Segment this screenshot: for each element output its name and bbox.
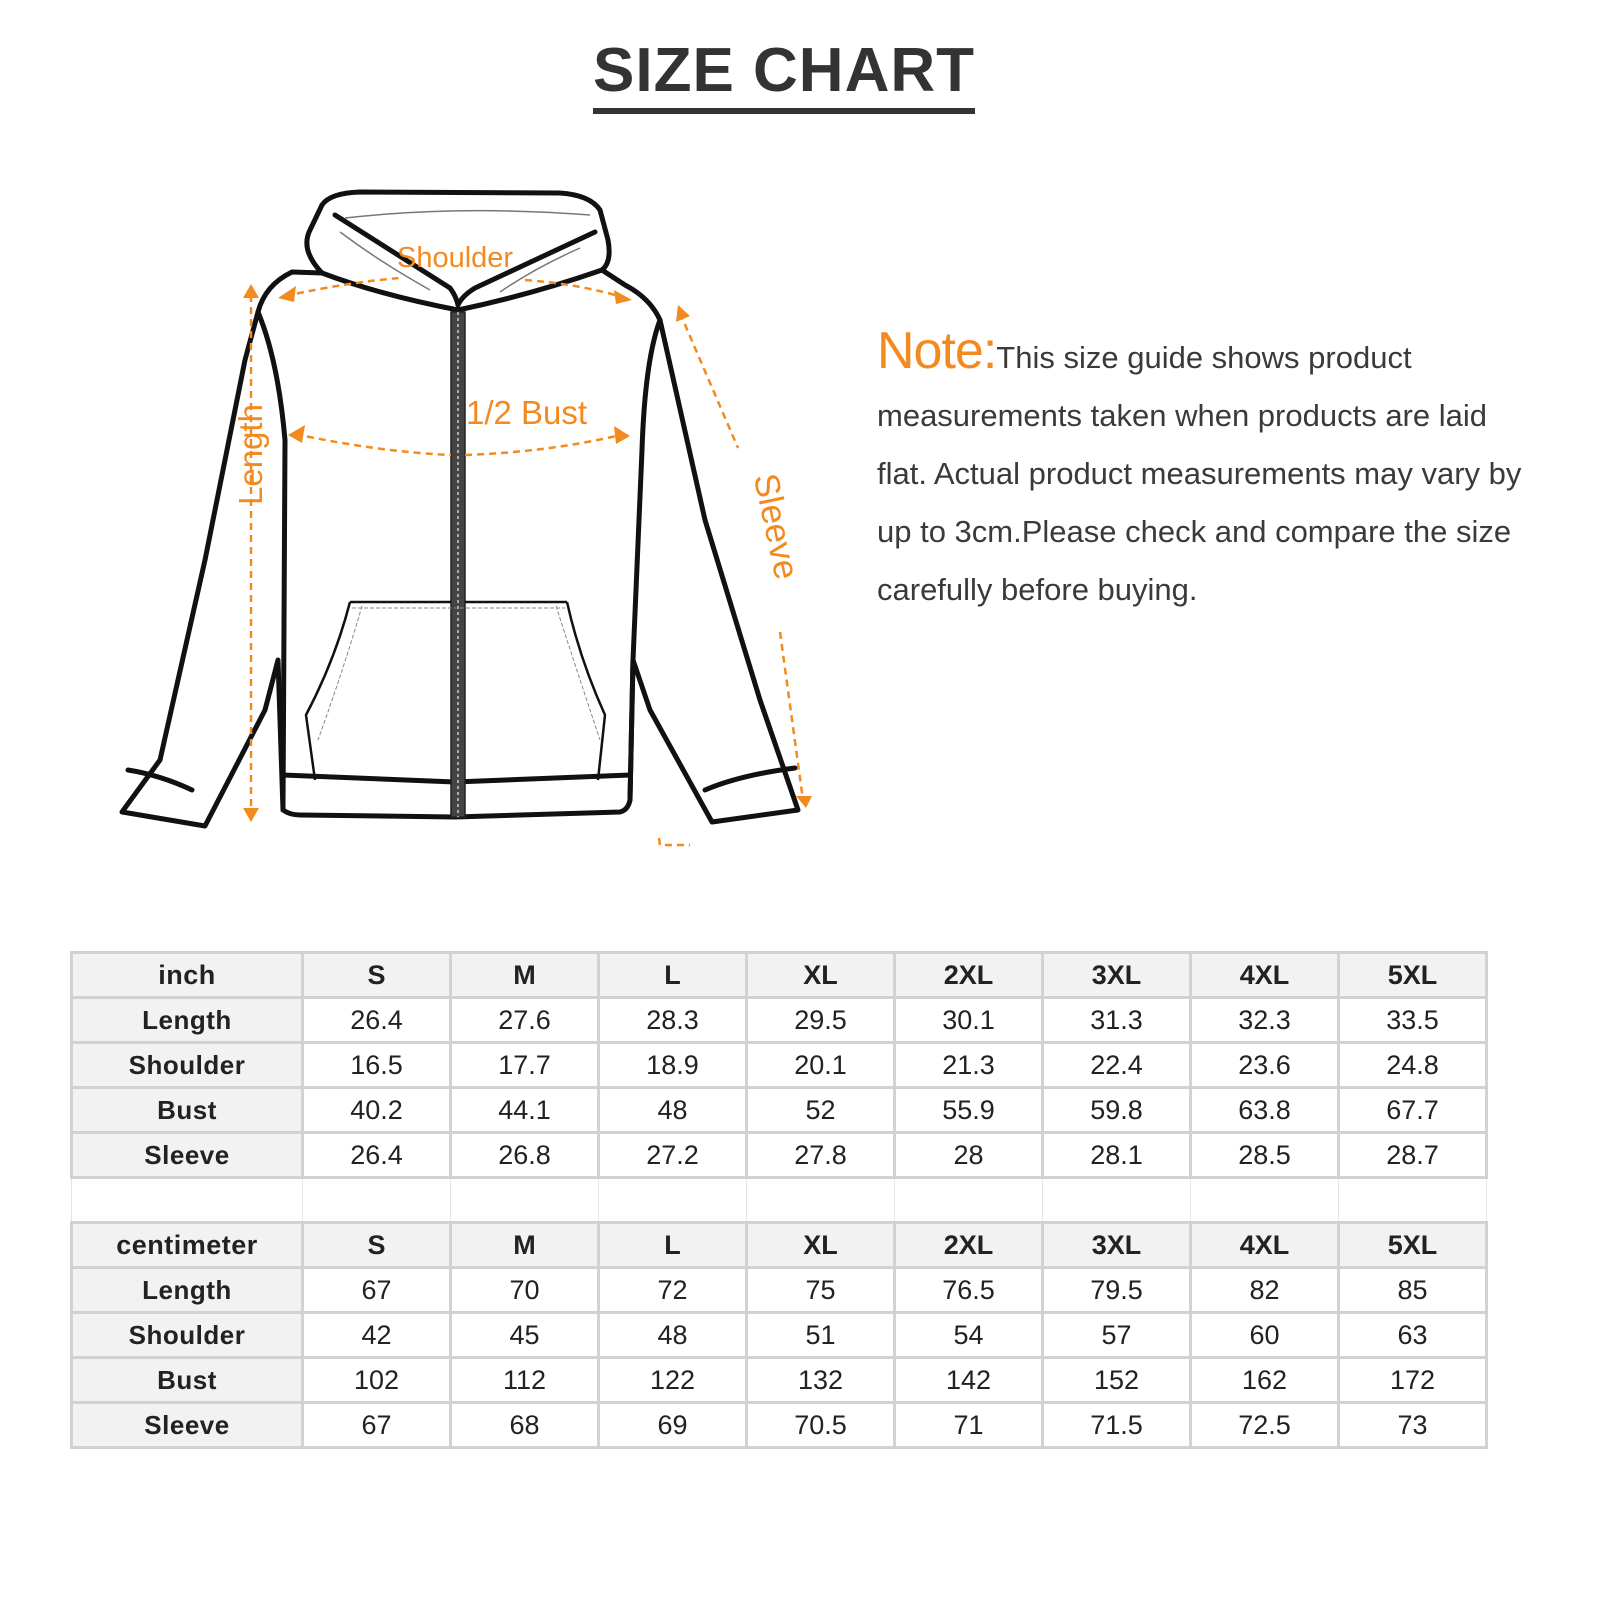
table-cell: 54	[895, 1313, 1043, 1358]
table-cell: 71	[895, 1403, 1043, 1448]
spacer-cell	[1043, 1178, 1191, 1223]
table-cell: 44.1	[451, 1088, 599, 1133]
table-row	[72, 1133, 1487, 1178]
table-row	[72, 1313, 1487, 1358]
spacer-cell	[747, 1178, 895, 1223]
spacer-cell	[1339, 1178, 1487, 1223]
table-cell: 21.3	[895, 1043, 1043, 1088]
table-cell: 33.5	[1339, 998, 1487, 1043]
table-cell: 27.6	[451, 998, 599, 1043]
table-cell: 22.4	[1043, 1043, 1191, 1088]
table-cell: 48	[599, 1088, 747, 1133]
size-header: 2XL	[895, 953, 1043, 998]
spacer-cell	[451, 1178, 599, 1223]
hoodie-drawing-icon	[100, 180, 840, 860]
unit-label-inch: inch	[72, 953, 303, 998]
unit-label-centimeter: centimeter	[72, 1223, 303, 1268]
table-cell: 42	[303, 1313, 451, 1358]
table-cell: 28	[895, 1133, 1043, 1178]
table-cell: 45	[451, 1313, 599, 1358]
row-label: Shoulder	[72, 1043, 303, 1088]
table-cell: 60	[1191, 1313, 1339, 1358]
table-row	[72, 1268, 1487, 1313]
table-cell: 27.2	[599, 1133, 747, 1178]
table-cell: 18.9	[599, 1043, 747, 1088]
table-cell: 142	[895, 1358, 1043, 1403]
table-cell: 59.8	[1043, 1088, 1191, 1133]
table-cell: 63	[1339, 1313, 1487, 1358]
table-cell: 132	[747, 1358, 895, 1403]
size-header: 3XL	[1043, 1223, 1191, 1268]
size-header: 4XL	[1191, 1223, 1339, 1268]
table-cell: 20.1	[747, 1043, 895, 1088]
shoulder-measure-label: Shoulder	[397, 242, 514, 274]
table-cell: 26.8	[451, 1133, 599, 1178]
row-label: Sleeve	[72, 1133, 303, 1178]
table-cell: 30.1	[895, 998, 1043, 1043]
row-label: Shoulder	[72, 1313, 303, 1358]
size-header: 2XL	[895, 1223, 1043, 1268]
title-container	[0, 36, 1568, 114]
size-header: XL	[747, 953, 895, 998]
spacer-cell	[1191, 1178, 1339, 1223]
size-header: 5XL	[1339, 1223, 1487, 1268]
table-cell: 162	[1191, 1358, 1339, 1403]
page-title: SIZE CHART	[593, 40, 975, 114]
row-label: Length	[72, 998, 303, 1043]
table-cell: 16.5	[303, 1043, 451, 1088]
table-row	[72, 1043, 1487, 1088]
table-cell: 28.5	[1191, 1133, 1339, 1178]
bust-measure-label: 1/2 Bust	[466, 394, 588, 431]
table-spacer-row	[72, 1178, 1487, 1223]
table-cell: 26.4	[303, 1133, 451, 1178]
spacer-cell	[72, 1178, 303, 1223]
table-cell: 24.8	[1339, 1043, 1487, 1088]
table-row	[72, 1088, 1487, 1133]
size-header: S	[303, 1223, 451, 1268]
table-cell: 122	[599, 1358, 747, 1403]
note-label: Note:	[877, 322, 997, 380]
table-header-row-inch	[72, 953, 1487, 998]
table-cell: 67.7	[1339, 1088, 1487, 1133]
table-cell: 102	[303, 1358, 451, 1403]
table-cell: 31.3	[1043, 998, 1191, 1043]
table-cell: 17.7	[451, 1043, 599, 1088]
table-cell: 69	[599, 1403, 747, 1448]
table-cell: 70.5	[747, 1403, 895, 1448]
table-row	[72, 1403, 1487, 1448]
table-cell: 28.3	[599, 998, 747, 1043]
table-cell: 23.6	[1191, 1043, 1339, 1088]
row-label: Bust	[72, 1358, 303, 1403]
spacer-cell	[303, 1178, 451, 1223]
table-cell: 52	[747, 1088, 895, 1133]
table-cell: 32.3	[1191, 998, 1339, 1043]
table-cell: 40.2	[303, 1088, 451, 1133]
table-cell: 27.8	[747, 1133, 895, 1178]
table-cell: 48	[599, 1313, 747, 1358]
table-cell: 75	[747, 1268, 895, 1313]
table-row	[72, 998, 1487, 1043]
table-cell: 72.5	[1191, 1403, 1339, 1448]
table-cell: 28.1	[1043, 1133, 1191, 1178]
table-cell: 85	[1339, 1268, 1487, 1313]
table-cell: 28.7	[1339, 1133, 1487, 1178]
size-header: L	[599, 953, 747, 998]
hoodie-illustration	[100, 180, 840, 860]
size-header: 3XL	[1043, 953, 1191, 998]
size-table	[70, 951, 1488, 1449]
row-label: Length	[72, 1268, 303, 1313]
size-header: 5XL	[1339, 953, 1487, 998]
row-label: Bust	[72, 1088, 303, 1133]
table-cell: 63.8	[1191, 1088, 1339, 1133]
spacer-cell	[895, 1178, 1043, 1223]
table-cell: 79.5	[1043, 1268, 1191, 1313]
table-header-row-centimeter	[72, 1223, 1487, 1268]
size-header: 4XL	[1191, 953, 1339, 998]
table-cell: 67	[303, 1268, 451, 1313]
table-cell: 57	[1043, 1313, 1191, 1358]
size-header: L	[599, 1223, 747, 1268]
table-cell: 112	[451, 1358, 599, 1403]
size-header: M	[451, 953, 599, 998]
table-cell: 76.5	[895, 1268, 1043, 1313]
table-cell: 26.4	[303, 998, 451, 1043]
table-cell: 72	[599, 1268, 747, 1313]
length-measure-label: Length	[232, 404, 269, 505]
table-cell: 82	[1191, 1268, 1339, 1313]
table-cell: 29.5	[747, 998, 895, 1043]
note-text: This size guide shows product measurements taken when products are laid flat. Actual product measurements may vary by up to 3cm.Please check and compare the size carefully before buying.	[877, 340, 1522, 607]
table-cell: 67	[303, 1403, 451, 1448]
table-cell: 70	[451, 1268, 599, 1313]
sleeve-measure-label: Sleeve	[745, 470, 807, 583]
table-cell: 172	[1339, 1358, 1487, 1403]
table-cell: 73	[1339, 1403, 1487, 1448]
table-cell: 68	[451, 1403, 599, 1448]
table-cell: 51	[747, 1313, 895, 1358]
size-header: XL	[747, 1223, 895, 1268]
note-block	[877, 322, 1527, 619]
table-cell: 55.9	[895, 1088, 1043, 1133]
spacer-cell	[599, 1178, 747, 1223]
table-cell: 152	[1043, 1358, 1191, 1403]
size-header: M	[451, 1223, 599, 1268]
table-cell: 71.5	[1043, 1403, 1191, 1448]
table-row	[72, 1358, 1487, 1403]
row-label: Sleeve	[72, 1403, 303, 1448]
size-header: S	[303, 953, 451, 998]
